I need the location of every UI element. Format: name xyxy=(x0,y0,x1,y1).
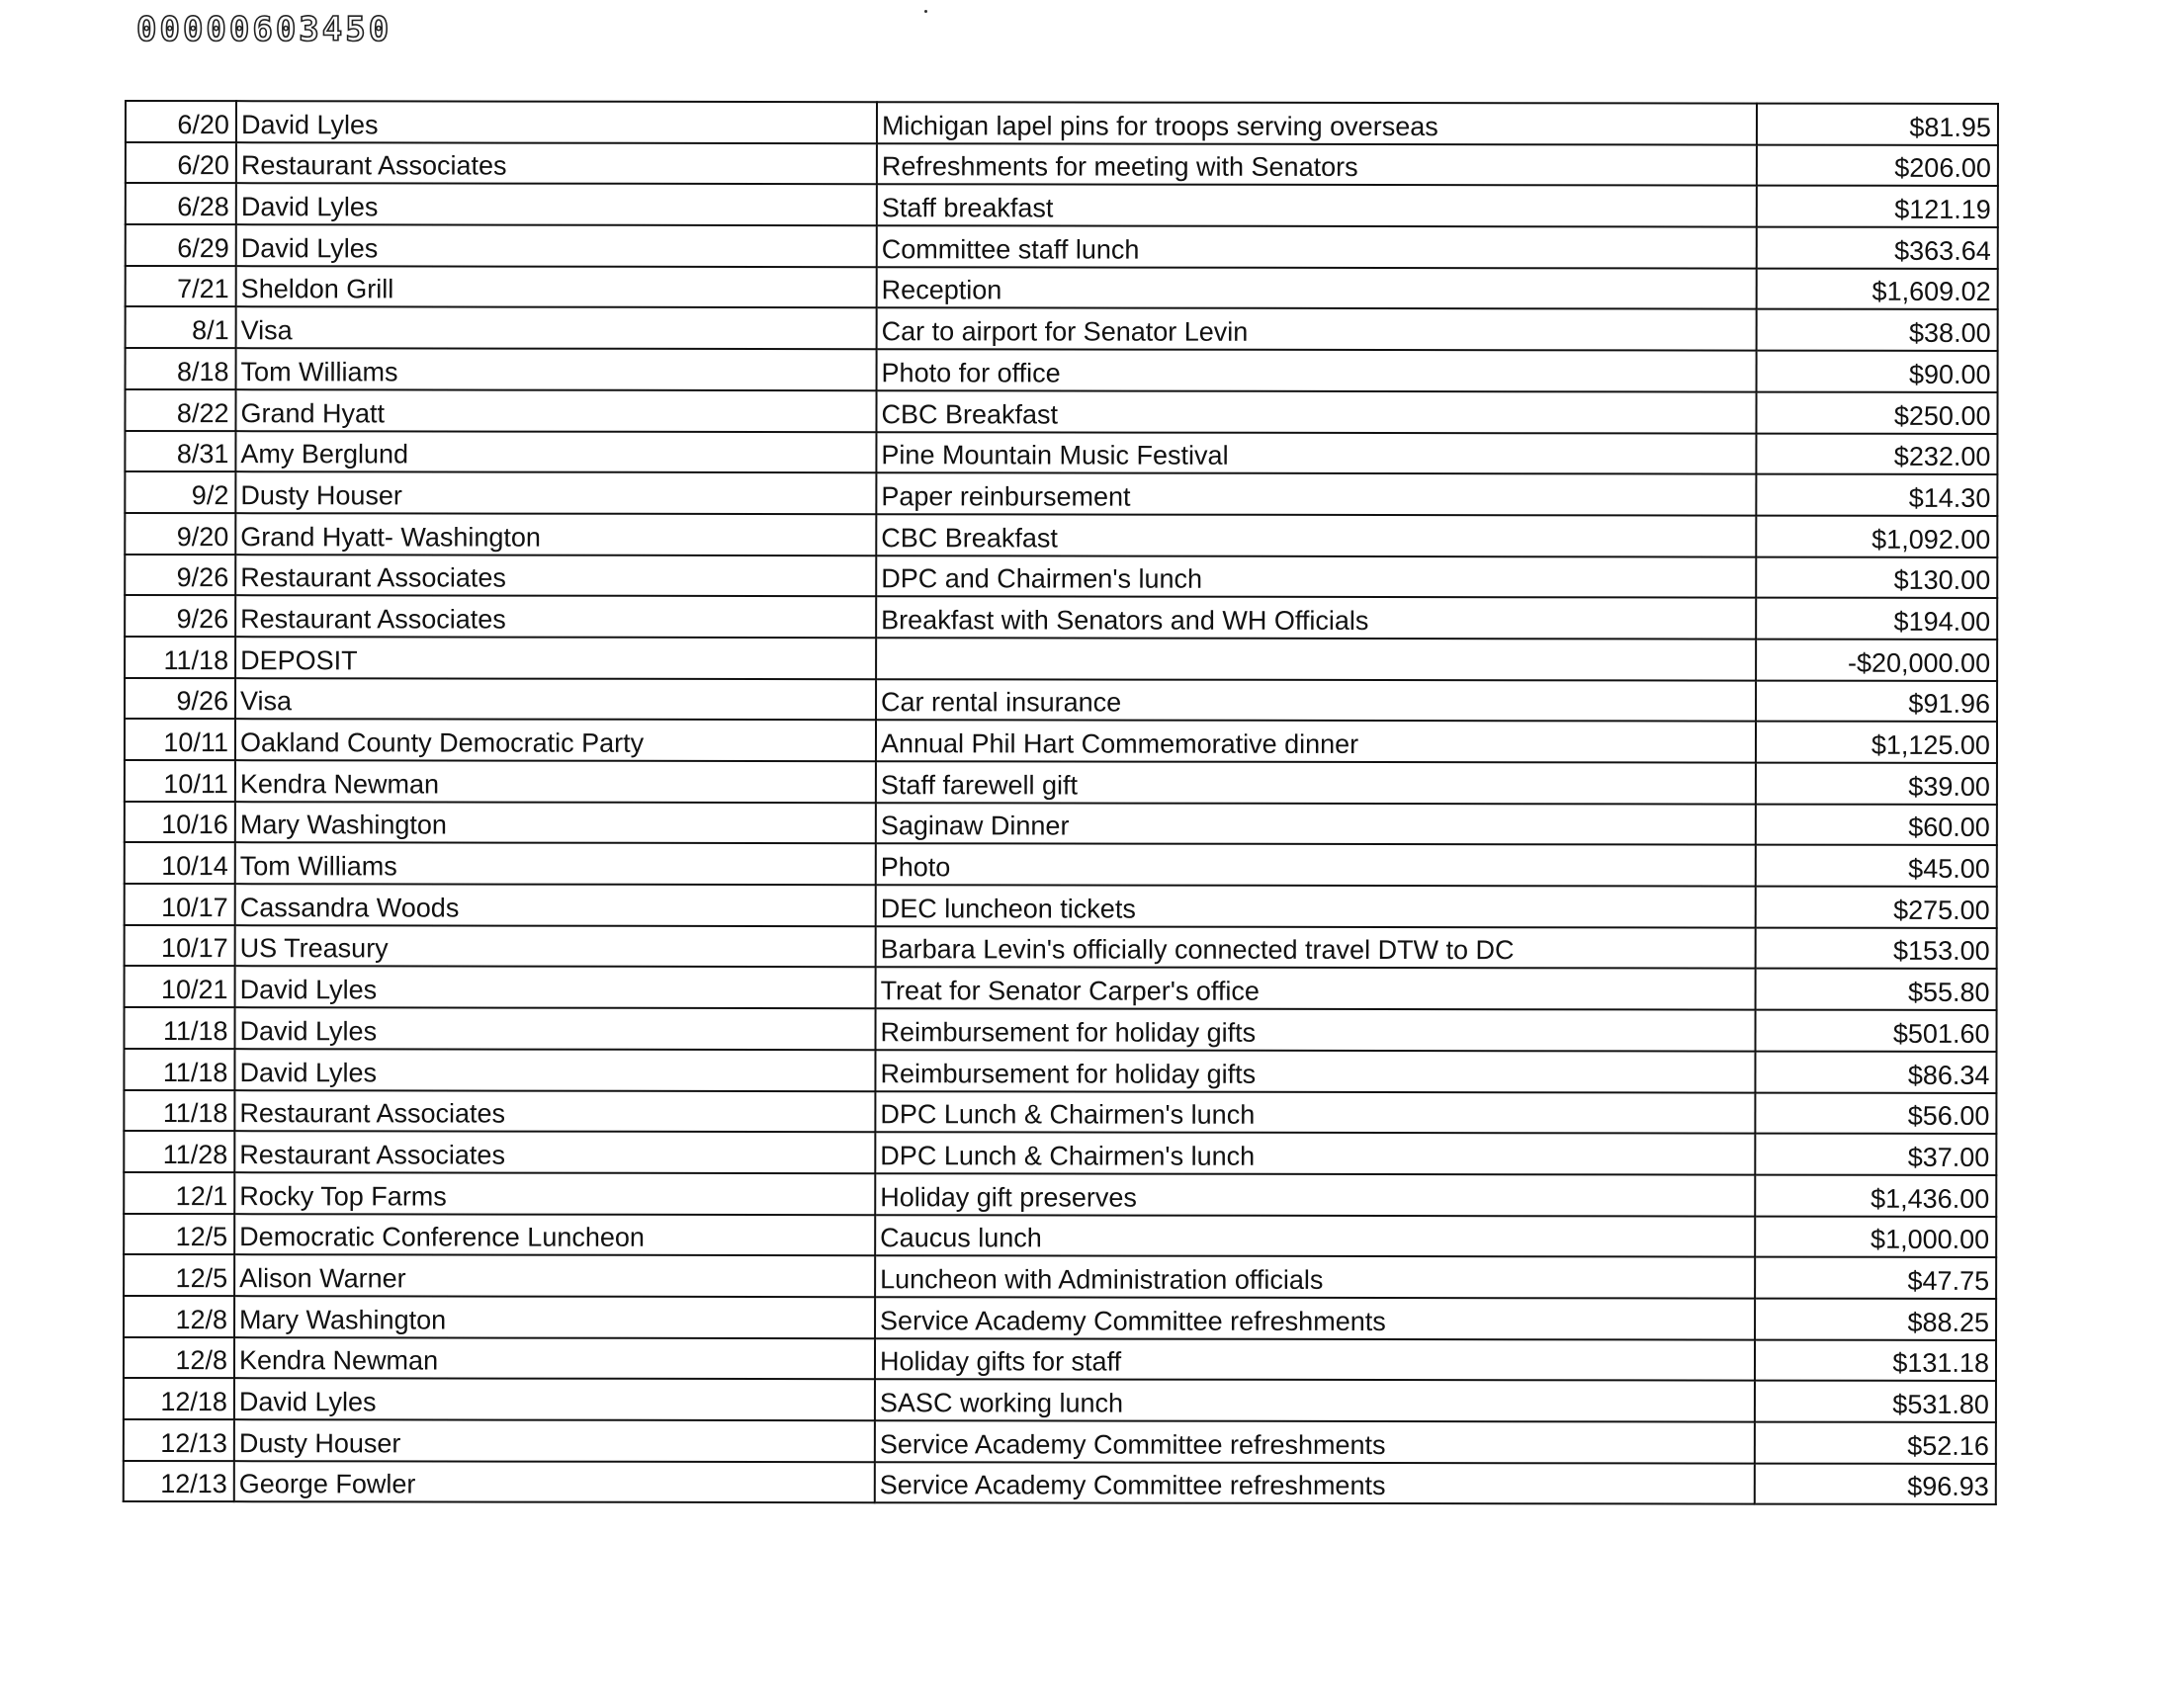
row-amount: $363.64 xyxy=(1757,227,1998,269)
row-payee: Grand Hyatt xyxy=(235,389,876,432)
row-amount: $1,092.00 xyxy=(1756,515,1997,556)
table-row xyxy=(124,1254,1996,1299)
row-date: 12/13 xyxy=(124,1419,234,1461)
row-date: 10/11 xyxy=(125,719,235,760)
row-payee: George Fowler xyxy=(234,1461,875,1503)
row-date: 11/28 xyxy=(124,1131,234,1172)
row-description: Reimbursement for holiday gifts xyxy=(875,1050,1755,1092)
row-date: 10/11 xyxy=(125,760,235,802)
row-description: Service Academy Committee refreshments xyxy=(875,1420,1755,1463)
row-payee: Tom Williams xyxy=(236,348,877,390)
table-row xyxy=(125,802,1997,846)
row-date: 8/1 xyxy=(126,306,236,348)
row-date: 6/28 xyxy=(126,183,236,224)
row-amount: $531.80 xyxy=(1755,1381,1996,1422)
row-date: 11/18 xyxy=(124,1090,234,1132)
row-payee: Mary Washington xyxy=(234,1296,875,1338)
row-description: Luncheon with Administration officials xyxy=(875,1255,1755,1298)
row-description: Committee staff lunch xyxy=(877,225,1757,268)
row-description: Holiday gifts for staff xyxy=(875,1338,1755,1381)
document-id-stamp: 00000603450 xyxy=(136,10,392,49)
row-amount: $56.00 xyxy=(1755,1092,1996,1134)
row-amount: $206.00 xyxy=(1757,144,1998,186)
row-description: DPC Lunch & Chairmen's lunch xyxy=(875,1091,1755,1134)
table-row xyxy=(125,884,1997,928)
row-payee: Visa xyxy=(235,678,876,721)
row-description: Reception xyxy=(877,267,1757,309)
row-description: Car to airport for Senator Levin xyxy=(877,308,1757,351)
row-amount: $47.75 xyxy=(1755,1257,1996,1299)
row-amount: $131.18 xyxy=(1755,1339,1996,1381)
row-payee: Dusty Houser xyxy=(235,471,876,514)
row-description: Refreshments for meeting with Senators xyxy=(877,143,1757,186)
row-payee: Restaurant Associates xyxy=(235,555,876,597)
row-description: Michigan lapel pins for troops serving overseas xyxy=(877,102,1757,144)
row-date: 12/13 xyxy=(124,1461,234,1502)
scan-speck xyxy=(924,10,927,13)
row-payee: David Lyles xyxy=(234,1378,875,1420)
row-amount: $90.00 xyxy=(1757,351,1998,392)
row-amount: $88.25 xyxy=(1755,1299,1996,1340)
row-amount: $37.00 xyxy=(1755,1134,1996,1175)
table-row xyxy=(124,1049,1996,1093)
row-date: 12/8 xyxy=(124,1296,234,1337)
row-amount: $45.00 xyxy=(1756,845,1997,887)
row-date: 12/5 xyxy=(124,1214,234,1255)
row-description: Paper reinbursement xyxy=(876,472,1756,515)
row-description: Saginaw Dinner xyxy=(876,803,1756,845)
row-amount: $1,125.00 xyxy=(1756,722,1997,763)
table-row xyxy=(126,348,1998,392)
row-payee: Oakland County Democratic Party xyxy=(235,719,876,761)
row-date: 11/18 xyxy=(125,637,235,678)
row-amount: $153.00 xyxy=(1756,927,1997,969)
row-amount: $60.00 xyxy=(1756,804,1997,845)
row-payee: Amy Berglund xyxy=(235,431,876,473)
row-date: 6/20 xyxy=(126,142,236,184)
row-amount: $501.60 xyxy=(1755,1010,1996,1052)
row-payee: Restaurant Associates xyxy=(235,595,876,638)
row-amount: $275.00 xyxy=(1756,887,1997,928)
row-payee: Visa xyxy=(236,307,877,350)
row-payee: David Lyles xyxy=(234,1007,875,1050)
table-row xyxy=(125,719,1997,763)
row-payee: Cassandra Woods xyxy=(235,884,876,926)
row-amount: $52.16 xyxy=(1755,1422,1996,1464)
row-amount: -$20,000.00 xyxy=(1756,640,1997,681)
row-amount: $81.95 xyxy=(1757,104,1998,145)
row-description: Treat for Senator Carper's office xyxy=(876,968,1756,1010)
table-row xyxy=(126,183,1998,227)
row-date: 12/18 xyxy=(124,1378,234,1419)
table-row xyxy=(125,925,1997,970)
row-amount: $121.19 xyxy=(1757,186,1998,227)
ledger-body xyxy=(124,101,1998,1504)
table-row xyxy=(125,431,1997,475)
row-description: Breakfast with Senators and WH Officials xyxy=(876,596,1756,639)
row-description: Pine Mountain Music Festival xyxy=(876,432,1756,474)
row-description: DPC and Chairmen's lunch xyxy=(876,555,1756,598)
row-amount: $1,609.02 xyxy=(1757,268,1998,309)
row-payee: Restaurant Associates xyxy=(234,1131,875,1173)
row-payee: Mary Washington xyxy=(235,802,876,844)
row-date: 12/5 xyxy=(124,1254,234,1296)
table-row xyxy=(125,513,1997,557)
table-row xyxy=(124,1296,1996,1340)
row-description: Holiday gift preserves xyxy=(875,1173,1755,1216)
row-date: 6/29 xyxy=(126,224,236,266)
table-row xyxy=(125,760,1997,805)
table-row xyxy=(125,966,1997,1010)
table-row xyxy=(125,842,1997,887)
row-date: 12/1 xyxy=(124,1172,234,1214)
row-description: Staff breakfast xyxy=(877,185,1757,227)
row-payee: Tom Williams xyxy=(235,843,876,886)
table-row xyxy=(126,224,1998,269)
table-row xyxy=(125,637,1997,681)
row-payee: Kendra Newman xyxy=(234,1337,875,1380)
row-payee: David Lyles xyxy=(234,1049,875,1091)
row-date: 8/22 xyxy=(125,389,235,431)
row-description: Caucus lunch xyxy=(875,1215,1755,1257)
table-row xyxy=(126,101,1998,145)
table-row xyxy=(126,306,1998,351)
table-row xyxy=(126,142,1998,187)
row-description: Reimbursement for holiday gifts xyxy=(875,1008,1755,1051)
row-amount: $250.00 xyxy=(1756,391,1997,433)
row-date: 8/31 xyxy=(125,431,235,472)
row-payee: David Lyles xyxy=(235,967,876,1009)
table-row xyxy=(124,1007,1996,1052)
row-description: CBC Breakfast xyxy=(876,514,1756,556)
row-date: 9/26 xyxy=(125,678,235,720)
row-payee: Rocky Top Farms xyxy=(234,1172,875,1215)
row-payee: Restaurant Associates xyxy=(236,142,877,185)
row-payee: David Lyles xyxy=(236,224,877,267)
row-amount: $91.96 xyxy=(1756,680,1997,722)
row-payee: Sheldon Grill xyxy=(236,266,877,308)
row-date: 9/2 xyxy=(125,471,235,513)
row-payee: Democratic Conference Luncheon xyxy=(234,1214,875,1256)
row-description: Service Academy Committee refreshments xyxy=(875,1462,1755,1504)
row-date: 6/20 xyxy=(126,101,236,142)
row-description: Car rental insurance xyxy=(876,679,1756,722)
table-row xyxy=(124,1131,1996,1175)
row-amount: $1,436.00 xyxy=(1755,1174,1996,1216)
row-payee: US Treasury xyxy=(235,925,876,968)
row-amount: $232.00 xyxy=(1756,433,1997,474)
table-row xyxy=(126,266,1998,310)
row-amount: $96.93 xyxy=(1755,1463,1996,1504)
row-description: DEC luncheon tickets xyxy=(876,885,1756,927)
row-amount: $194.00 xyxy=(1756,598,1997,640)
row-date: 9/20 xyxy=(125,513,235,555)
row-date: 10/17 xyxy=(125,884,235,925)
table-row xyxy=(124,1214,1996,1258)
row-description: Photo for office xyxy=(877,349,1757,391)
row-date: 10/14 xyxy=(125,842,235,884)
table-row xyxy=(125,555,1997,599)
table-row xyxy=(124,1090,1996,1135)
row-description: DPC Lunch & Chairmen's lunch xyxy=(875,1132,1755,1174)
table-row xyxy=(125,471,1997,516)
table-row xyxy=(124,1378,1996,1422)
row-description: Barbara Levin's officially connected travel DTW to DC xyxy=(876,926,1756,969)
table-row xyxy=(124,1419,1996,1464)
row-amount: $86.34 xyxy=(1755,1051,1996,1092)
row-date: 12/8 xyxy=(124,1337,234,1379)
row-payee: Restaurant Associates xyxy=(234,1090,875,1133)
row-amount: $39.00 xyxy=(1756,763,1997,805)
row-date: 11/18 xyxy=(124,1007,234,1049)
row-payee: Kendra Newman xyxy=(235,760,876,803)
row-date: 10/16 xyxy=(125,802,235,843)
row-date: 10/21 xyxy=(125,966,235,1007)
table-row xyxy=(124,1461,1996,1505)
table-row xyxy=(124,1337,1996,1382)
row-date: 11/18 xyxy=(124,1049,234,1090)
row-payee: David Lyles xyxy=(236,184,877,226)
row-payee: DEPOSIT xyxy=(235,637,876,679)
row-payee: Grand Hyatt- Washington xyxy=(235,513,876,555)
row-description: SASC working lunch xyxy=(875,1380,1755,1422)
row-payee: Dusty Houser xyxy=(234,1419,875,1462)
row-amount: $1,000.00 xyxy=(1755,1216,1996,1257)
table-row xyxy=(125,678,1997,723)
row-amount: $55.80 xyxy=(1756,969,1997,1010)
table-row xyxy=(124,1172,1996,1217)
row-amount: $38.00 xyxy=(1757,309,1998,351)
row-amount: $14.30 xyxy=(1756,474,1997,516)
row-payee: Alison Warner xyxy=(234,1254,875,1297)
row-description: Staff farewell gift xyxy=(876,761,1756,804)
row-description: Annual Phil Hart Commemorative dinner xyxy=(876,721,1756,763)
expense-ledger-table xyxy=(123,100,1999,1505)
row-date: 8/18 xyxy=(126,348,236,389)
row-amount: $130.00 xyxy=(1756,556,1997,598)
row-description: Service Academy Committee refreshments xyxy=(875,1297,1755,1339)
table-row xyxy=(125,595,1997,640)
row-date: 10/17 xyxy=(125,925,235,967)
row-description xyxy=(876,638,1756,680)
row-date: 9/26 xyxy=(125,555,235,596)
row-description: Photo xyxy=(876,844,1756,887)
table-row xyxy=(125,389,1997,434)
row-date: 7/21 xyxy=(126,266,236,307)
row-payee: David Lyles xyxy=(236,101,877,143)
row-description: CBC Breakfast xyxy=(876,390,1756,433)
row-date: 9/26 xyxy=(125,595,235,637)
